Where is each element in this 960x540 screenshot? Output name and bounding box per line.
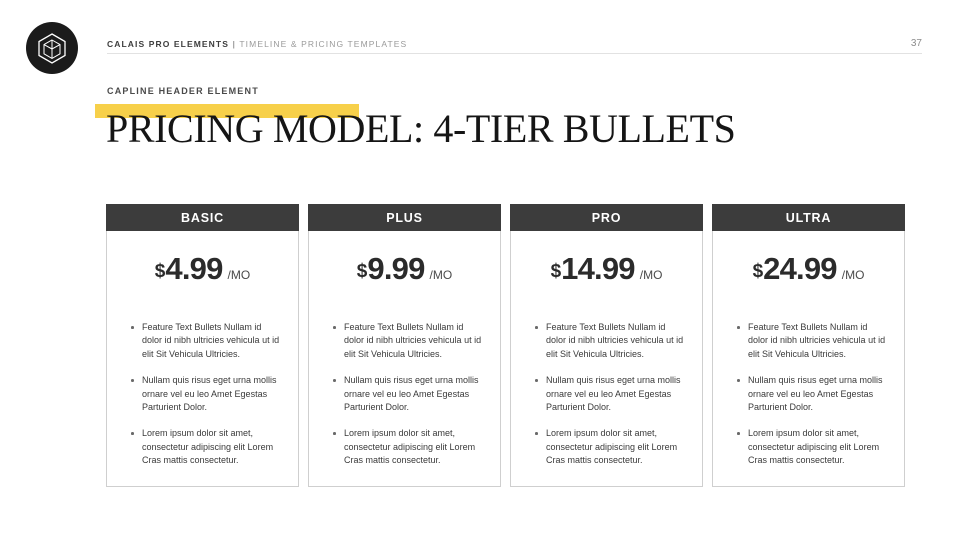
price-row	[525, 231, 688, 307]
list-item: Lorem ipsum dolor sit amet, consectetur adipiscing elit Lorem Cras mattis consectetur.	[737, 427, 888, 467]
list-item: Lorem ipsum dolor sit amet, consectetur adipiscing elit Lorem Cras mattis consectetur.	[131, 427, 282, 467]
list-item: Feature Text Bullets Nullam id dolor id nibh ultricies vehicula ut id elit Sit Vehicula Ultricies.	[535, 321, 686, 361]
card-title: PLUS	[308, 204, 501, 231]
list-item: Lorem ipsum dolor sit amet, consectetur adipiscing elit Lorem Cras mattis consectetur.	[535, 427, 686, 467]
header-breadcrumb	[107, 39, 415, 49]
feature-list	[727, 321, 890, 481]
header-divider	[107, 53, 922, 54]
list-item: Nullam quis risus eget urna mollis ornare vel eu leo Amet Egestas Parturient Dolor.	[737, 374, 888, 414]
price-row	[323, 231, 486, 307]
currency-symbol: $	[550, 261, 562, 282]
currency-symbol: $	[154, 261, 166, 282]
card-title: PRO	[510, 204, 703, 231]
pricing-card-list	[106, 204, 906, 487]
price-row	[121, 231, 284, 307]
card-title: ULTRA	[712, 204, 905, 231]
price-period: /MO	[639, 268, 663, 282]
list-item: Nullam quis risus eget urna mollis ornare vel eu leo Amet Egestas Parturient Dolor.	[333, 374, 484, 414]
capline-header: CAPLINE HEADER ELEMENT	[107, 86, 259, 96]
price-period: /MO	[429, 268, 453, 282]
price-amount: 14.99	[561, 251, 635, 286]
list-item: Feature Text Bullets Nullam id dolor id nibh ultricies vehicula ut id elit Sit Vehicula Ultricies.	[131, 321, 282, 361]
header-subtitle: TIMELINE & PRICING TEMPLATES	[239, 39, 408, 49]
hexagon-cube-logo-icon	[37, 32, 67, 64]
currency-symbol: $	[752, 261, 764, 282]
pricing-card-basic[interactable]	[106, 204, 299, 487]
list-item: Nullam quis risus eget urna mollis ornare vel eu leo Amet Egestas Parturient Dolor.	[131, 374, 282, 414]
price-period: /MO	[227, 268, 251, 282]
card-body	[712, 231, 905, 487]
price-period: /MO	[841, 268, 865, 282]
list-item: Feature Text Bullets Nullam id dolor id nibh ultricies vehicula ut id elit Sit Vehicula Ultricies.	[737, 321, 888, 361]
price-amount: 24.99	[763, 251, 837, 286]
list-item: Lorem ipsum dolor sit amet, consectetur adipiscing elit Lorem Cras mattis consectetur.	[333, 427, 484, 467]
feature-list	[323, 321, 486, 481]
page-number: 37	[903, 38, 922, 49]
pricing-card-ultra[interactable]	[712, 204, 905, 487]
list-item: Nullam quis risus eget urna mollis ornare vel eu leo Amet Egestas Parturient Dolor.	[535, 374, 686, 414]
page-title: PRICING MODEL: 4-TIER BULLETS	[106, 106, 736, 151]
pricing-card-pro[interactable]	[510, 204, 703, 487]
price-amount: 9.99	[367, 251, 425, 286]
card-title: BASIC	[106, 204, 299, 231]
card-body	[510, 231, 703, 487]
header-separator: |	[232, 39, 236, 49]
feature-list	[121, 321, 284, 481]
card-body	[106, 231, 299, 487]
list-item: Feature Text Bullets Nullam id dolor id nibh ultricies vehicula ut id elit Sit Vehicula Ultricies.	[333, 321, 484, 361]
card-body	[308, 231, 501, 487]
pricing-card-plus[interactable]	[308, 204, 501, 487]
price-row	[727, 231, 890, 307]
brand-logo	[26, 22, 78, 74]
currency-symbol: $	[356, 261, 368, 282]
price-amount: 4.99	[165, 251, 223, 286]
feature-list	[525, 321, 688, 481]
header-brand: CALAIS PRO ELEMENTS	[107, 39, 229, 49]
